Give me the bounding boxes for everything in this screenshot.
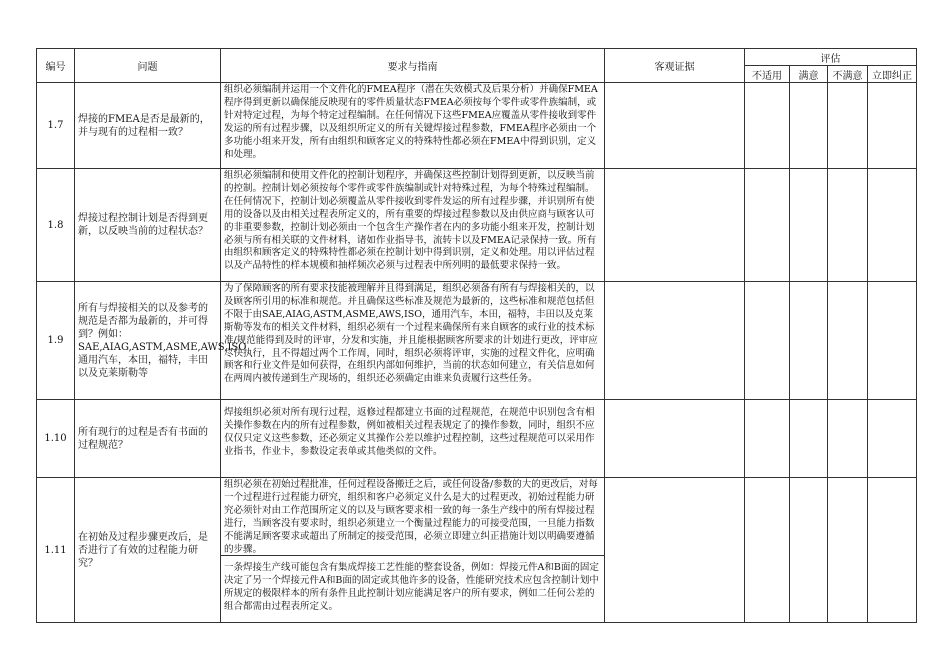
requirement-cell <box>221 478 605 623</box>
evidence-cell[interactable] <box>605 400 745 478</box>
score-satisfied[interactable] <box>790 169 828 282</box>
table-row <box>37 169 917 282</box>
score-satisfied[interactable] <box>790 282 828 400</box>
table-row <box>37 400 917 478</box>
score-immediate-correction[interactable] <box>868 83 917 169</box>
item-number: 1.10 <box>37 400 75 478</box>
score-unsatisfied[interactable] <box>828 83 868 169</box>
table-row <box>37 282 917 400</box>
evidence-cell[interactable] <box>605 478 745 623</box>
header-no: 编号 <box>37 49 75 83</box>
header-satisfied: 满意 <box>790 66 828 83</box>
requirement-text-extra: 一条焊接生产线可能包含有集成焊接工艺性能的整套设备，例如：焊接元件A和B面的固定决定了另一个焊接元件A和B面的固定或其他许多的设备，性能研究技术应包含控制计划中所规定的极限样本的所有条件且此控制计划应能满足客户的所有要求，例如二任何公差的组合都需由过程表所定义。 <box>221 555 604 622</box>
requirement-text: 焊接组织必须对所有现行过程，返修过程都建立书面的过程规范，在规范中识别包含有相关操作参数在内的所有过程参数，例如被相关过程表规定了的操作参数，同时，组织不应仅仅只定义这些参数，还必须定义其操作公差以维护过程控制，这些过程规范可以采用作业指书，作业卡，参数设定表单或其他类似的文件。 <box>224 407 595 457</box>
header-evaluation: 评估 <box>745 49 917 66</box>
header-not-applicable: 不适用 <box>745 66 790 83</box>
evidence-cell[interactable] <box>605 83 745 169</box>
score-immediate-correction[interactable] <box>868 400 917 478</box>
requirement-cell <box>221 400 605 478</box>
header-unsatisfied: 不满意 <box>828 66 868 83</box>
evidence-cell[interactable] <box>605 282 745 400</box>
header-evidence: 客观证据 <box>605 49 745 83</box>
score-satisfied[interactable] <box>790 400 828 478</box>
score-unsatisfied[interactable] <box>828 169 868 282</box>
requirement-cell <box>221 169 605 282</box>
item-number: 1.8 <box>37 169 75 282</box>
score-immediate-correction[interactable] <box>868 282 917 400</box>
requirement-text: 组织必须在初始过程批准，任何过程设备搬迁之后，或任何设备/参数的大的更改后，对每一个过程进行过程能力研究，组织和客户必须定义什么是大的过程更改，初始过程能力研究必须针对由工作范围所定义的以及与顾客要求相一致的每一条生产线中的所有焊接过程进行，当顾客没有要求时，组织必须建立一个衡量过程能力的可接受范围，一旦能力指数不能满足顾客要求或超出了所制定的接受范围，必须立即建立纠正措施计划以明确要遵循的步骤。 <box>224 479 598 555</box>
score-unsatisfied[interactable] <box>828 282 868 400</box>
question-cell: 所有与焊接相关的以及参考的规范是否都为最新的，并可得到？例如：SAE,AIAG,ASTM,ASME,AWS,ISO通用汽车，本田，福特，丰田以及克莱斯勒等 <box>75 282 221 400</box>
item-number: 1.7 <box>37 83 75 169</box>
requirement-text: 组织必须编制和使用文件化的控制计划程序，并确保这些控制计划得到更新，以反映当前的控制。控制计划必须按每个零件或零件族编制或针对特殊过程，为每个特殊过程编制。在任何情况下，控制计划必须覆盖从零件接收到零件发运的所有过程步骤，并识别所有使用的设备以及由相关过程表所定义的，所有重要的焊接过程参数以及由供应商与顾客认可的非重要参数，控制计划必须由一个包含生产操作者在内的多功能小组来开发，控制计划必须与所有相关联的文件材料，诸如作业指导书，流转卡以及FMEA记录保持一致。所有由组织和顾客定义的特殊特性都必须在控制计划中得到识别，定义和处理。用以评估过程以及产品特性的样本规模和抽样频次必须与过程表中所列明的最低要求保持一致。 <box>224 170 597 272</box>
score-unsatisfied[interactable] <box>828 400 868 478</box>
score-not-applicable[interactable] <box>745 400 790 478</box>
header-question: 问题 <box>75 49 221 83</box>
header-row <box>37 49 917 66</box>
question-cell: 在初始及过程步骤更改后，是否进行了有效的过程能力研究？ <box>75 478 221 623</box>
header-immediate-correction: 立即纠正 <box>868 66 917 83</box>
evidence-cell[interactable] <box>605 169 745 282</box>
requirement-cell <box>221 282 605 400</box>
score-satisfied[interactable] <box>790 478 828 623</box>
score-satisfied[interactable] <box>790 83 828 169</box>
table-row <box>37 83 917 169</box>
score-immediate-correction[interactable] <box>868 478 917 623</box>
score-immediate-correction[interactable] <box>868 169 917 282</box>
item-number: 1.9 <box>37 282 75 400</box>
requirement-cell <box>221 83 605 169</box>
question-cell: 焊接过程控制计划是否得到更新，以反映当前的过程状态？ <box>75 169 221 282</box>
score-not-applicable[interactable] <box>745 478 790 623</box>
audit-table <box>36 48 917 623</box>
table-row <box>37 478 917 623</box>
item-number: 1.11 <box>37 478 75 623</box>
requirement-text: 组织必须编制并运用一个文件化的FMEA程序（潜在失效模式及后果分析）并确保FMEA程序得到更新以确保能反映现有的零件质量状态FMEA必须按每个零件或零件族编制，或针对特定过程，为每个特定过程编制。在任何情况下这些FMEA应覆盖从零件接收到零件发运的所有过程步骤，以及组织所定义的所有关键焊接过程参数，FMEA程序必须由一个多功能小组来开发，所有由组织和顾客定义的特殊特性都必须在FMEA中得到识别，定义和处理。 <box>224 84 598 160</box>
requirement-text: 为了保障顾客的所有要求技能被理解并且得到满足，组织必须备有所有与焊接相关的，以及顾客所引用的标准和规范。并且确保这些标准及规范为最新的，这些标准和规范包括但不限于由SAE,AIAG,ASTM,ASME,AWS,ISO，通用汽车，本田，福特，丰田以及克莱斯勒等发布的相关文件材料，组织必须有一个过程来确保所有来自顾客的或行业的技术标准/规范能得到及时的评审，分发和实施，并且能根据顾客所要求的计划进行更改，评审应尽快执行，且不得超过两个工作周，同时，组织必须将评审，实施的过程文件化，应明确顾客和行业文件是如何获得，在组织内部如何维护，当前的状态如何建立，有关信息如何在两周内被传递到生产现场的，组织还必须确定由谁来负责履行这些任务。 <box>224 283 598 385</box>
question-cell: 焊接的FMEA是否是最新的，并与现有的过程相一致？ <box>75 83 221 169</box>
score-not-applicable[interactable] <box>745 169 790 282</box>
question-cell: 所有现行的过程是否有书面的过程规范？ <box>75 400 221 478</box>
score-not-applicable[interactable] <box>745 282 790 400</box>
header-requirements: 要求与指南 <box>221 49 605 83</box>
score-not-applicable[interactable] <box>745 83 790 169</box>
score-unsatisfied[interactable] <box>828 478 868 623</box>
